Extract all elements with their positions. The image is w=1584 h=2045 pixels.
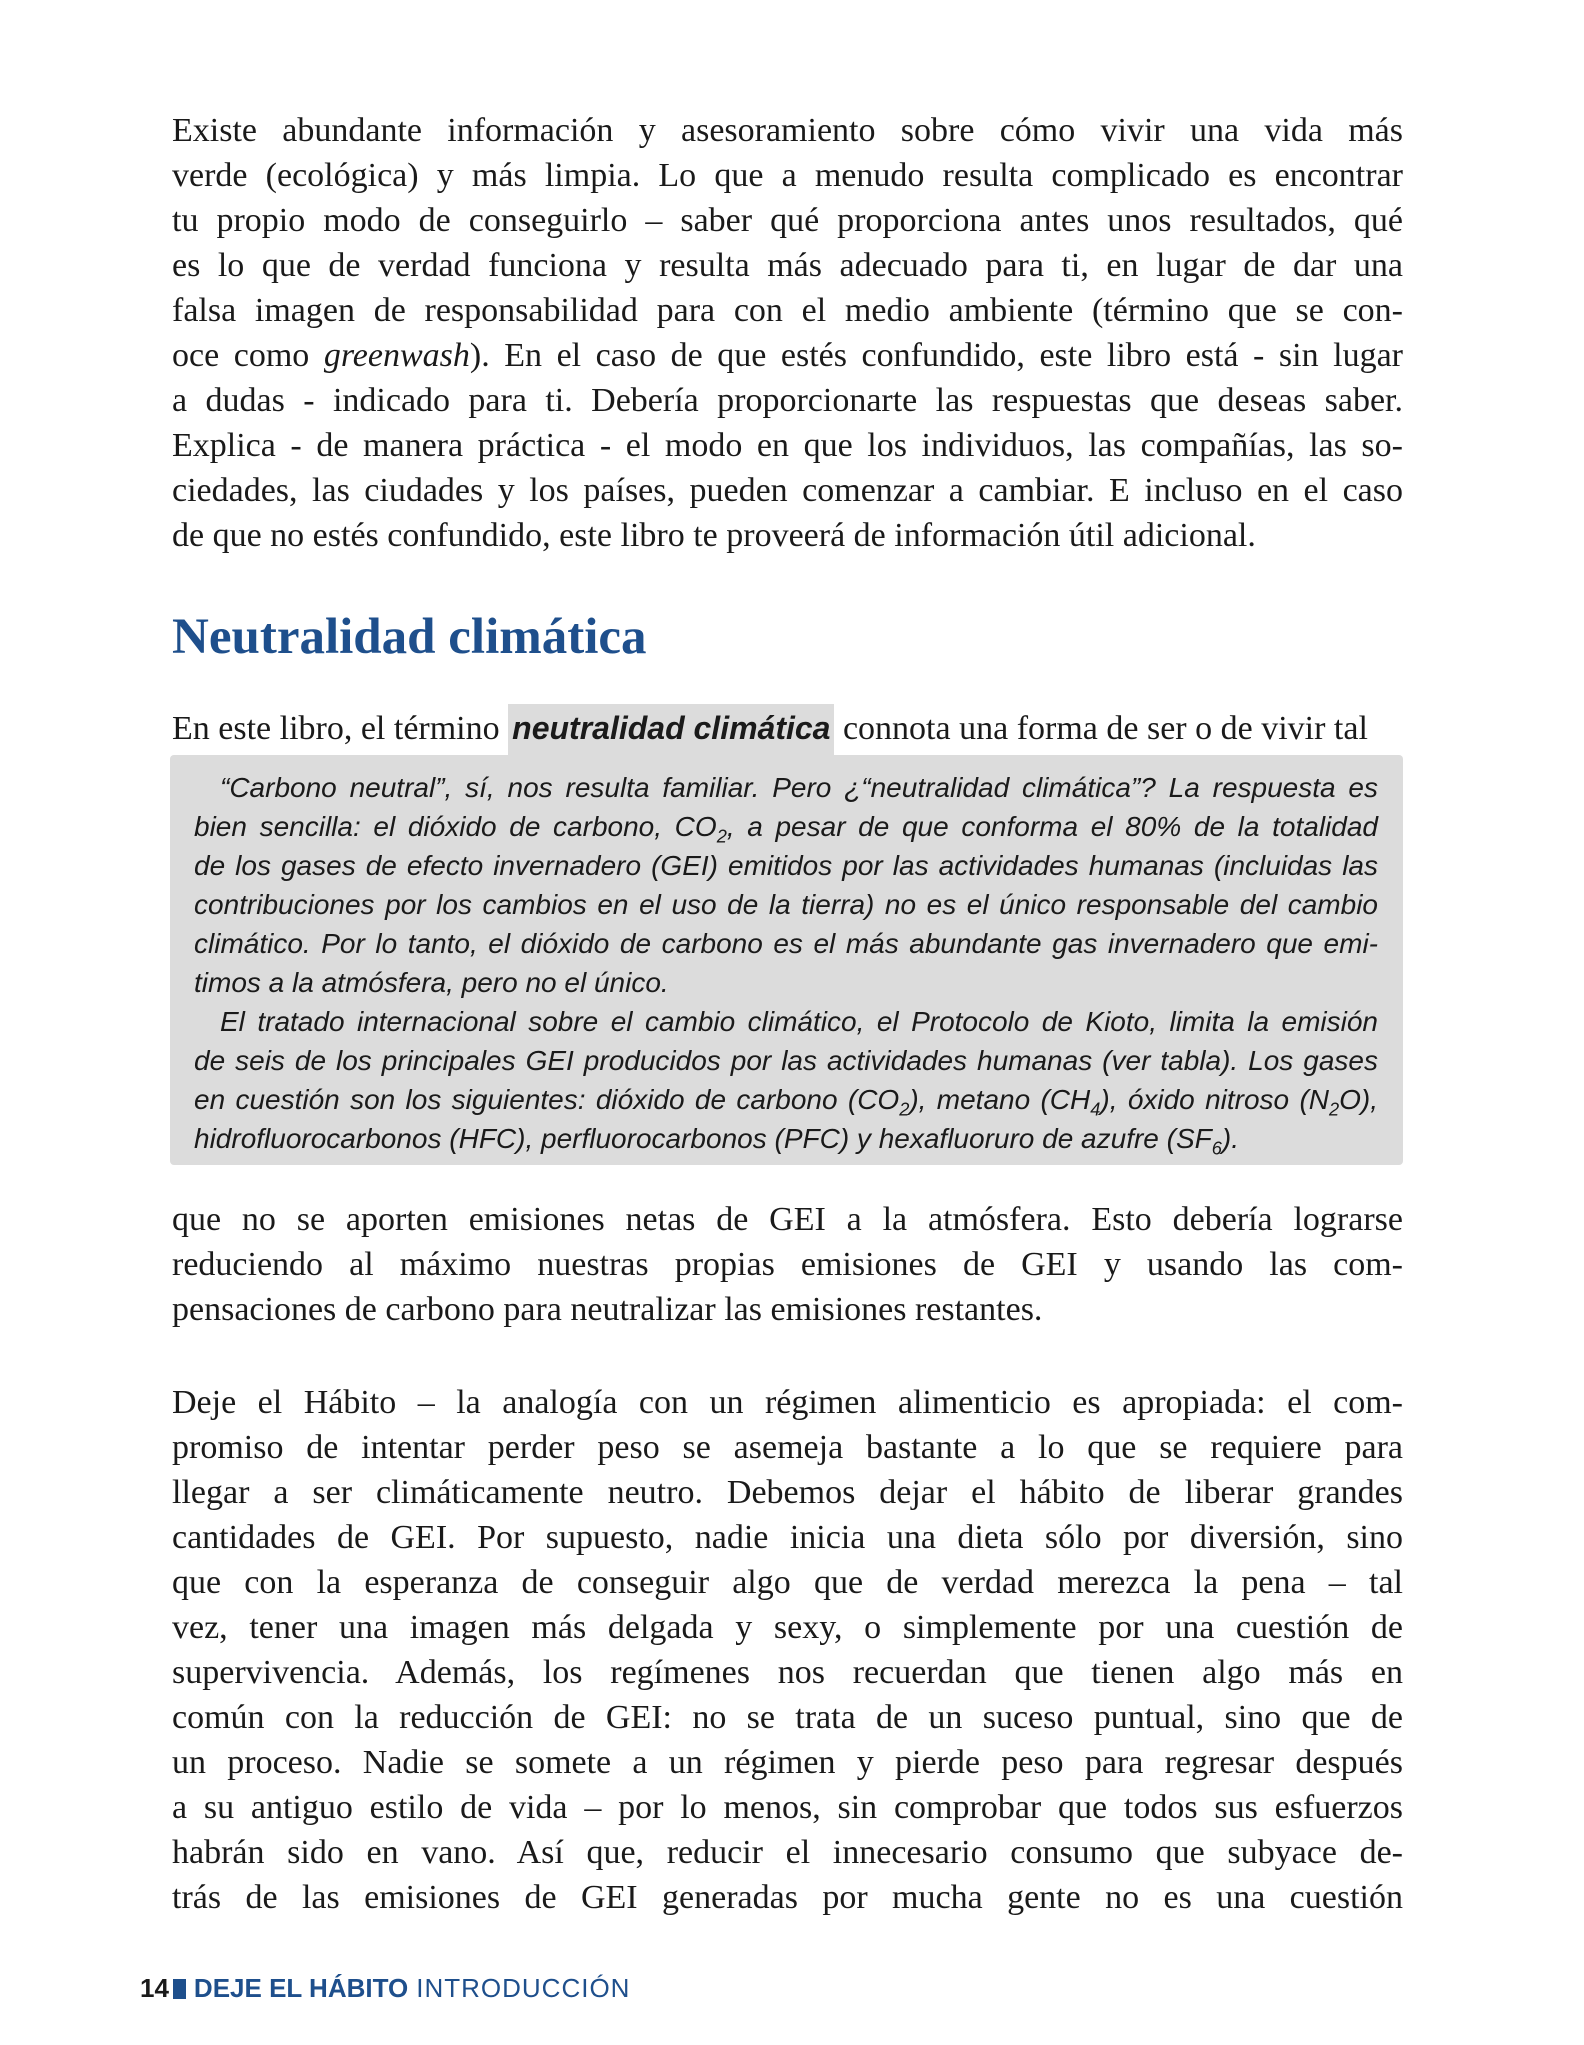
text-line: tu propio modo de conseguirlo – saber qué proporciona antes unos resultados, qué — [172, 202, 1403, 239]
section-heading: Neutralidad climática — [172, 609, 647, 665]
text-line: trás de las emisiones de GEI generadas por mucha gente no es una cuestión — [172, 1879, 1403, 1916]
text-line: vez, tener una imagen más delgada y sexy, o simplemente por una cuestión de — [172, 1609, 1403, 1646]
paragraph-definition-cont — [172, 1197, 1403, 1332]
text-line: a su antiguo estilo de vida – por lo menos, sin comprobar que todos sus esfuerzos — [172, 1789, 1403, 1826]
box-line: en cuestión son los siguientes: dióxido de carbono $(CO_2)$, metano $(CH_4)$, óxido nitroso $(N_2O)$, — [194, 1084, 1379, 1120]
text-line: es lo que de verdad funciona y resulta más adecuado para ti, en lugar de dar una — [172, 247, 1403, 284]
text-line: Existe abundante información y asesoramiento sobre cómo vivir una vida más — [172, 112, 1403, 149]
text-line: común con la reducción de GEI: no se trata de un suceso puntual, sino que de — [172, 1699, 1403, 1736]
box-line: de los gases de efecto invernadero (GEI) emitidos por las actividades humanas (incluidas las — [194, 850, 1378, 881]
box-line: contribuciones por los cambios en el uso de la tierra) no es el único responsable del cambio — [194, 889, 1378, 920]
greenwash-term: greenwash — [323, 337, 470, 374]
text-line: que no se aporten emisiones netas de GEI a la atmósfera. Esto debería lograrse — [172, 1201, 1403, 1238]
page-footer — [140, 1972, 630, 2004]
text-line: Explica - de manera práctica - el modo en que los individuos, las compañías, las so- — [172, 427, 1403, 464]
text-line: habrán sido en vano. Así que, reducir el innecesario consumo que subyace de- — [172, 1834, 1403, 1871]
text-line: llegar a ser climáticamente neutro. Debemos dejar el hábito de liberar grandes — [172, 1474, 1403, 1511]
text-line: supervivencia. Además, los regímenes nos recuerdan que tienen algo más en — [172, 1654, 1403, 1691]
box-line: hidrofluorocarbonos (HFC), perfluorocarbonos (PFC) y hexafluoruro de azufre $(SF_6)$. — [194, 1123, 1239, 1159]
book-title: DEJE EL HÁBITO — [193, 1973, 409, 2003]
text-line: verde (ecológica) y más limpia. Lo que a menudo resulta complicado es encontrar — [172, 157, 1403, 194]
box-line: bien sencilla: el dióxido de carbono, $CO_2$, a pesar de que conforma el 80% de la totalidad — [194, 811, 1378, 847]
paragraph-analogy — [172, 1380, 1403, 1920]
text-line: a dudas - indicado para ti. Debería proporcionarte las respuestas que deseas saber. — [172, 382, 1403, 419]
text-line: un proceso. Nadie se somete a un régimen y pierde peso para regresar después — [172, 1744, 1403, 1781]
highlighted-term: neutralidad climática — [508, 704, 834, 756]
text-line: promiso de intentar perder peso se asemeja bastante a lo que se requiere para — [172, 1429, 1403, 1466]
sidebar-box-text — [194, 768, 1378, 1158]
page-number: 14 — [140, 1973, 169, 2003]
square-bullet-icon — [173, 1979, 186, 1999]
definition-line: En este libro, el término neutralidad climática connota una forma de ser o de vivir tal — [172, 706, 1403, 751]
box-line: timos a la atmósfera, pero no el único. — [194, 967, 669, 998]
section-name: INTRODUCCIÓN — [416, 1973, 631, 2003]
box-line: climático. Por lo tanto, el dióxido de carbono es el más abundante gas invernadero que emi- — [194, 928, 1378, 959]
text-line: reduciendo al máximo nuestras propias emisiones de GEI y usando las com- — [172, 1246, 1403, 1283]
text-line: pensaciones de carbono para neutralizar las emisiones restantes. — [172, 1291, 1043, 1328]
text-line: de que no estés confundido, este libro te proveerá de información útil adicional. — [172, 517, 1256, 554]
text-line: oce como greenwash). En el caso de que estés confundido, este libro está - sin lugar — [172, 337, 1404, 374]
text-line: falsa imagen de responsabilidad para con el medio ambiente (término que se con- — [172, 292, 1403, 329]
text-line: ciedades, las ciudades y los países, pueden comenzar a cambiar. E incluso en el caso — [172, 472, 1403, 509]
box-line: El tratado internacional sobre el cambio climático, el Protocolo de Kioto, limita la emisión — [220, 1006, 1378, 1037]
text-line: cantidades de GEI. Por supuesto, nadie inicia una dieta sólo por diversión, sino — [172, 1519, 1403, 1556]
text-line: que con la esperanza de conseguir algo que de verdad merezca la pena – tal — [172, 1564, 1403, 1601]
box-line: de seis de los principales GEI producidos por las actividades humanas (ver tabla). Los gases — [194, 1045, 1378, 1076]
box-line: “Carbono neutral”, sí, nos resulta familiar. Pero ¿“neutralidad climática”? La respuesta es — [220, 772, 1378, 803]
text-line: Deje el Hábito – la analogía con un régimen alimenticio es apropiada: el com- — [172, 1384, 1403, 1421]
paragraph-intro — [172, 108, 1403, 558]
